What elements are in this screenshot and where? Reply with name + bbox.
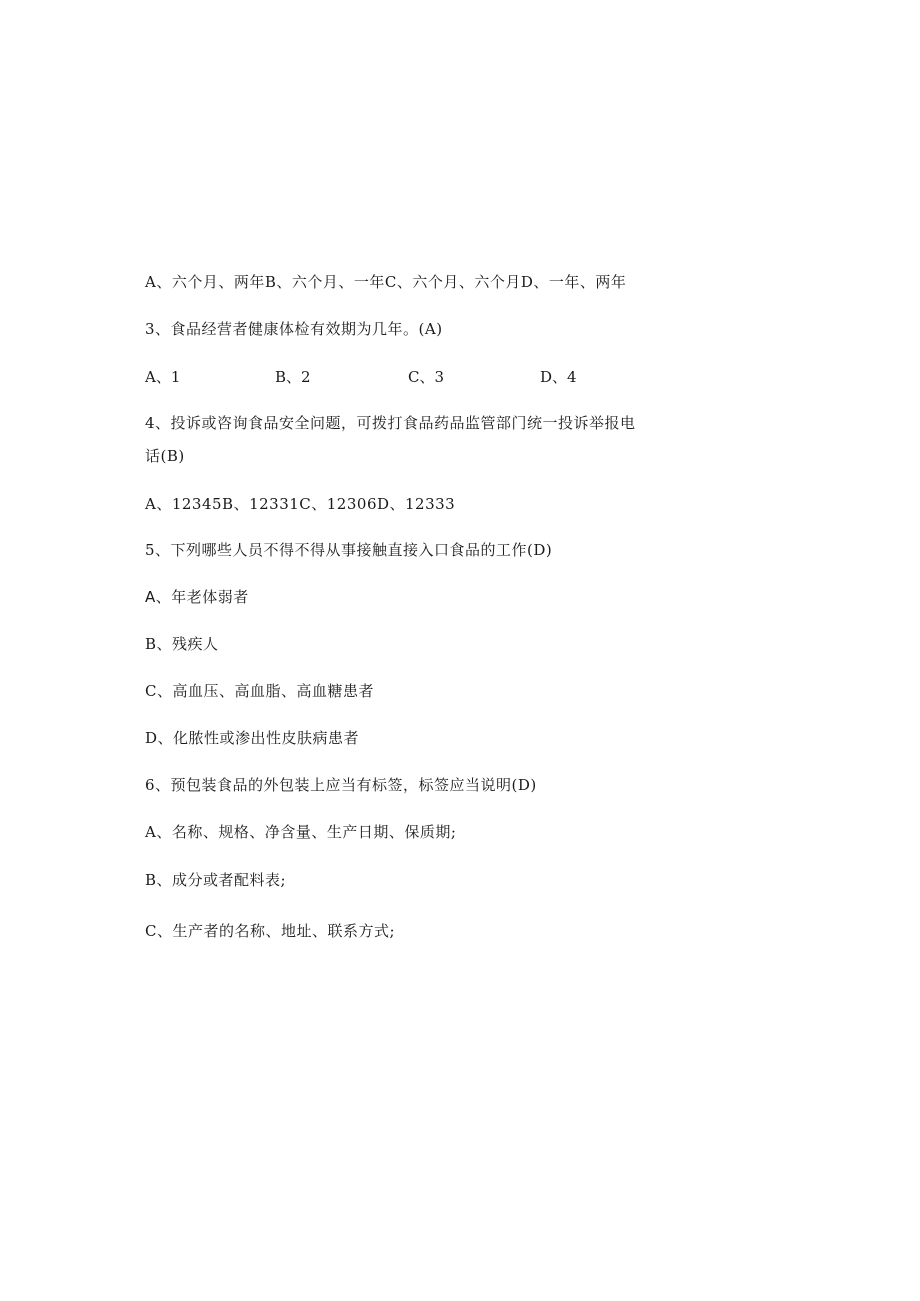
q3-option-c: C、3 [408, 368, 445, 386]
q6-option-b: B、成分或者配料表; [145, 871, 287, 889]
q4-question-line1: 4、投诉或咨询食品安全问题，可拨打食品药品监管部门统一投诉举报电 [145, 414, 636, 432]
q4-options: A、12345B、12331C、12306D、12333 [145, 495, 456, 513]
q5-question: 5、下列哪些人员不得不得从事接触直接入口食品的工作(D) [145, 541, 553, 559]
q6-option-c: C、生产者的名称、地址、联系方式; [145, 922, 396, 940]
q2-options: A、六个月、两年B、六个月、一年C、六个月、六个月D、一年、两年 [145, 273, 627, 291]
q3-option-d: D、4 [540, 368, 577, 386]
q5-option-a-text: 、年老体弱者 [155, 588, 249, 606]
q5-option-b: B、残疾人 [145, 635, 219, 653]
q3-question: 3、食品经营者健康体检有效期为几年。(A) [145, 320, 443, 338]
q5-option-d: D、化脓性或渗出性皮肤病患者 [145, 729, 360, 747]
q4-question-line2: 话(B) [145, 447, 185, 465]
q5-option-c: C、高血压、高血脂、高血糖患者 [145, 682, 374, 700]
q6-option-a: A、名称、规格、净含量、生产日期、保质期; [145, 823, 457, 841]
q6-question: 6、预包装食品的外包装上应当有标签，标签应当说明(D) [145, 776, 537, 794]
q5-option-a [145, 586, 249, 608]
q3-option-b: B、2 [275, 368, 311, 386]
q3-option-a: A、1 [145, 368, 181, 386]
q5-option-a-letter: A [145, 588, 156, 606]
